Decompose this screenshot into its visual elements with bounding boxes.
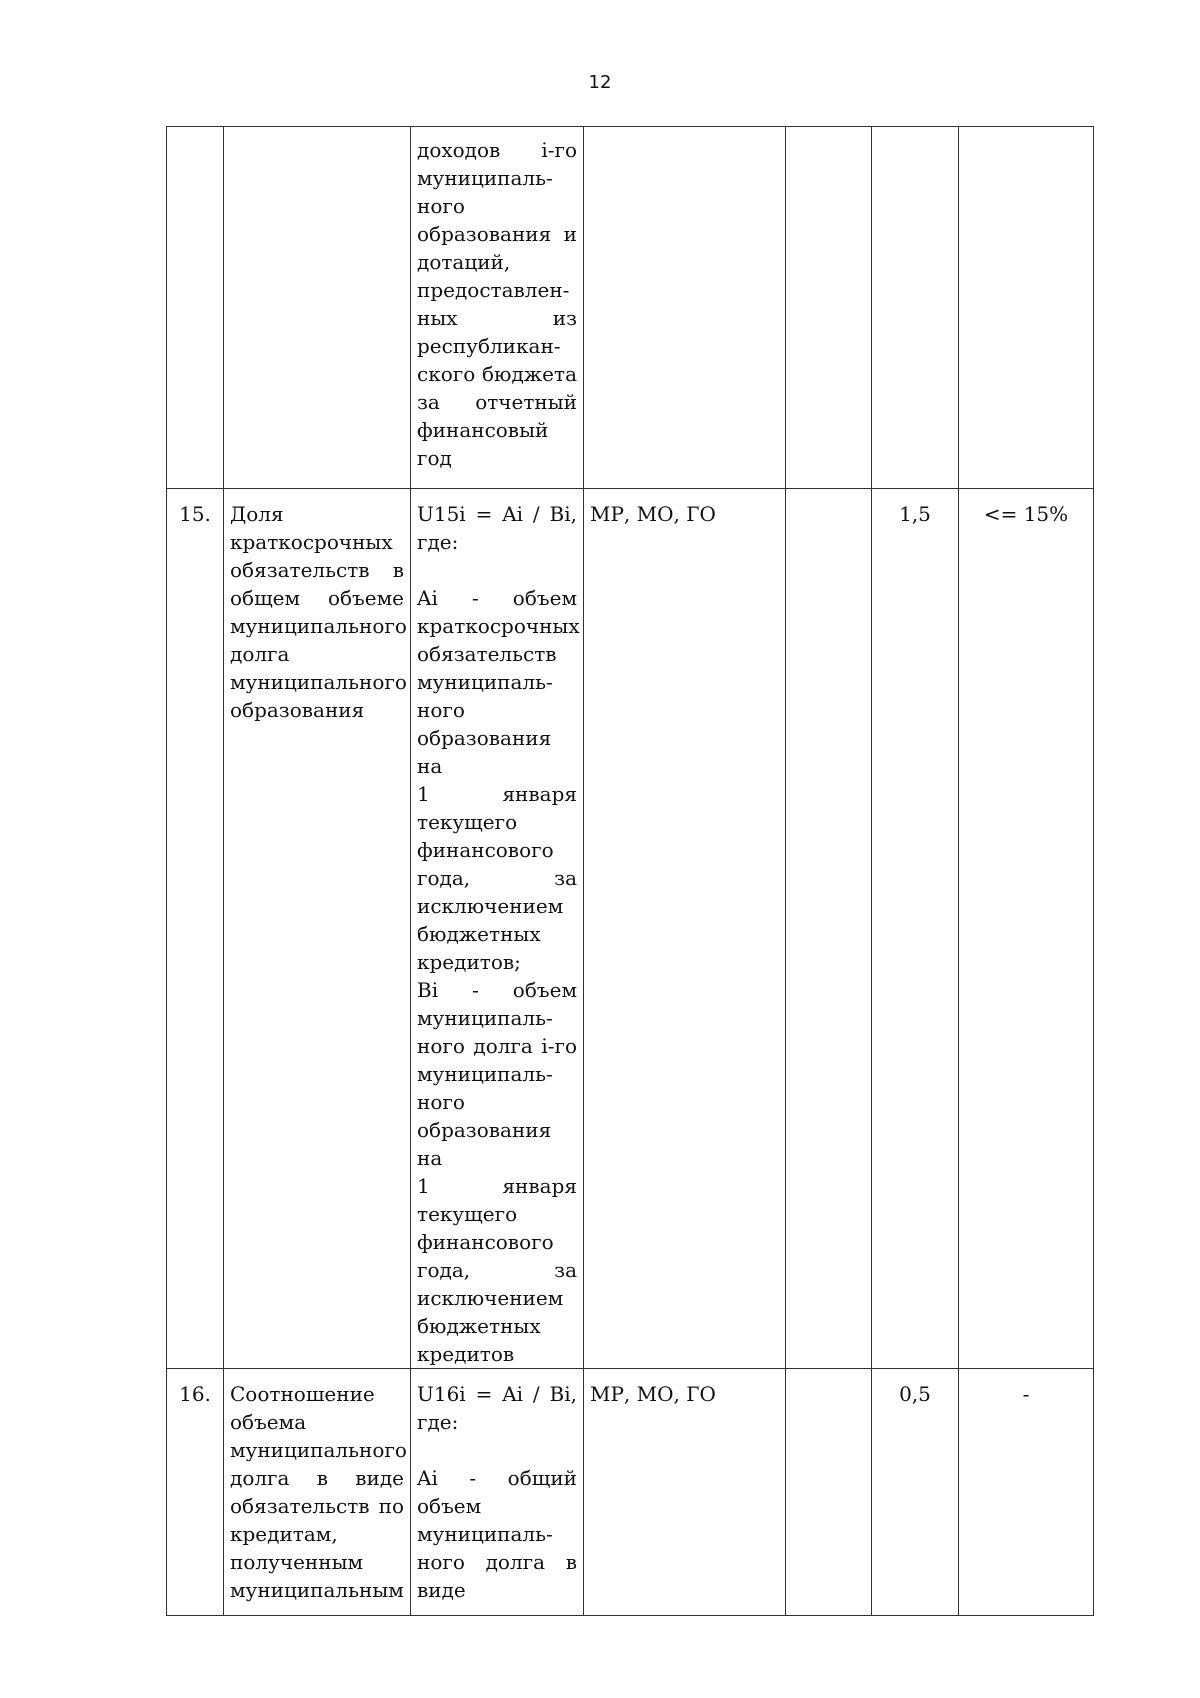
table-row (167, 1369, 1094, 1616)
text-line: ного долга в (417, 1550, 577, 1574)
empty-cell (786, 1369, 872, 1616)
empty-cell (786, 127, 872, 489)
text-line: муниципаль- (417, 670, 553, 694)
text-line: 1 января (417, 782, 577, 806)
text-line: ного (417, 698, 465, 722)
text-line: дотаций, (417, 250, 511, 274)
text-line: Ai - общий (417, 1466, 577, 1490)
threshold-value: <= 15% (959, 489, 1094, 1369)
text-line: где: (417, 1410, 459, 1434)
text-line: Доля (230, 502, 284, 526)
applies-to: МР, МО, ГО (584, 489, 786, 1369)
text-line: муниципального (230, 1438, 407, 1462)
applies-to (584, 127, 786, 489)
text-line: финансового (417, 838, 554, 862)
text-line: муниципаль- (417, 166, 553, 190)
text-line: краткосрочных (417, 614, 580, 638)
text-line: общем объеме (230, 586, 404, 610)
text-line: виде (417, 1578, 466, 1602)
text-line: обязательств (417, 642, 557, 666)
indicator-name (224, 1369, 411, 1616)
indicators-table (166, 126, 1094, 1616)
text-line: республикан- (417, 334, 561, 358)
text-line: кредитов; (417, 950, 521, 974)
empty-cell (786, 489, 872, 1369)
weight-value: 0,5 (872, 1369, 959, 1616)
text-line: финансового (417, 1230, 554, 1254)
text-line: кредитам, (230, 1522, 338, 1546)
text-line: год (417, 446, 452, 470)
text-line: полученным (230, 1550, 364, 1574)
row-number: 16. (167, 1369, 224, 1616)
text-line: муниципального (230, 614, 407, 638)
text-line: объем (417, 1494, 482, 1518)
text-line: 1 января (417, 1174, 577, 1198)
text-line: ного (417, 1090, 465, 1114)
text-line: образования и (417, 222, 577, 246)
text-line: текущего (417, 810, 518, 834)
text-line: объема (230, 1410, 307, 1434)
text-line: муниципальным (230, 1578, 404, 1602)
text-line: долга в виде (230, 1466, 404, 1490)
indicator-formula (411, 127, 584, 489)
text-line: текущего (417, 1202, 518, 1226)
text-line: долга (230, 642, 290, 666)
text-line: U16i = Ai / Bi, (417, 1382, 577, 1406)
table-row (167, 489, 1094, 1369)
text-line: исключением (417, 894, 564, 918)
threshold-value (959, 127, 1094, 489)
text-line: бюджетных (417, 1314, 541, 1338)
text-line: муниципального (230, 670, 407, 694)
text-line: года, за (417, 1258, 577, 1282)
indicator-formula (411, 489, 584, 1369)
text-line: муниципаль- (417, 1522, 553, 1546)
text-line: Bi - объем (417, 978, 577, 1002)
text-line: Соотношение (230, 1382, 375, 1406)
line-gap (417, 1436, 577, 1464)
line-gap (417, 556, 577, 584)
text-line: предоставлен- (417, 278, 570, 302)
text-line: бюджетных (417, 922, 541, 946)
text-line: ных из (417, 306, 577, 330)
threshold-value: - (959, 1369, 1094, 1616)
weight-value: 1,5 (872, 489, 959, 1369)
text-line: ного (417, 194, 465, 218)
text-line: муниципаль- (417, 1006, 553, 1030)
text-line: обязательств по (230, 1494, 404, 1518)
text-line: года, за (417, 866, 577, 890)
page-number: 12 (588, 72, 612, 93)
text-line: за отчетный (417, 390, 577, 414)
indicator-name (224, 127, 411, 489)
text-line: доходов i-го (417, 138, 577, 162)
text-line: где: (417, 530, 459, 554)
text-line: образования на (417, 1118, 552, 1170)
text-line: ного долга i-го (417, 1034, 577, 1058)
row-number: 15. (167, 489, 224, 1369)
indicator-formula (411, 1369, 584, 1616)
text-line: финансовый (417, 418, 549, 442)
text-line: ского бюджета (417, 362, 577, 386)
text-line: исключением (417, 1286, 564, 1310)
table-row (167, 127, 1094, 489)
text-line: кредитов (417, 1342, 515, 1366)
text-line: образования на (417, 726, 552, 778)
text-line: образования (230, 698, 365, 722)
indicator-name (224, 489, 411, 1369)
row-number (167, 127, 224, 489)
text-line: краткосрочных (230, 530, 393, 554)
applies-to: МР, МО, ГО (584, 1369, 786, 1616)
text-line: муниципаль- (417, 1062, 553, 1086)
text-line: обязательств в (230, 558, 404, 582)
weight-value (872, 127, 959, 489)
text-line: Ai - объем (417, 586, 577, 610)
text-line: U15i = Ai / Bi, (417, 502, 577, 526)
